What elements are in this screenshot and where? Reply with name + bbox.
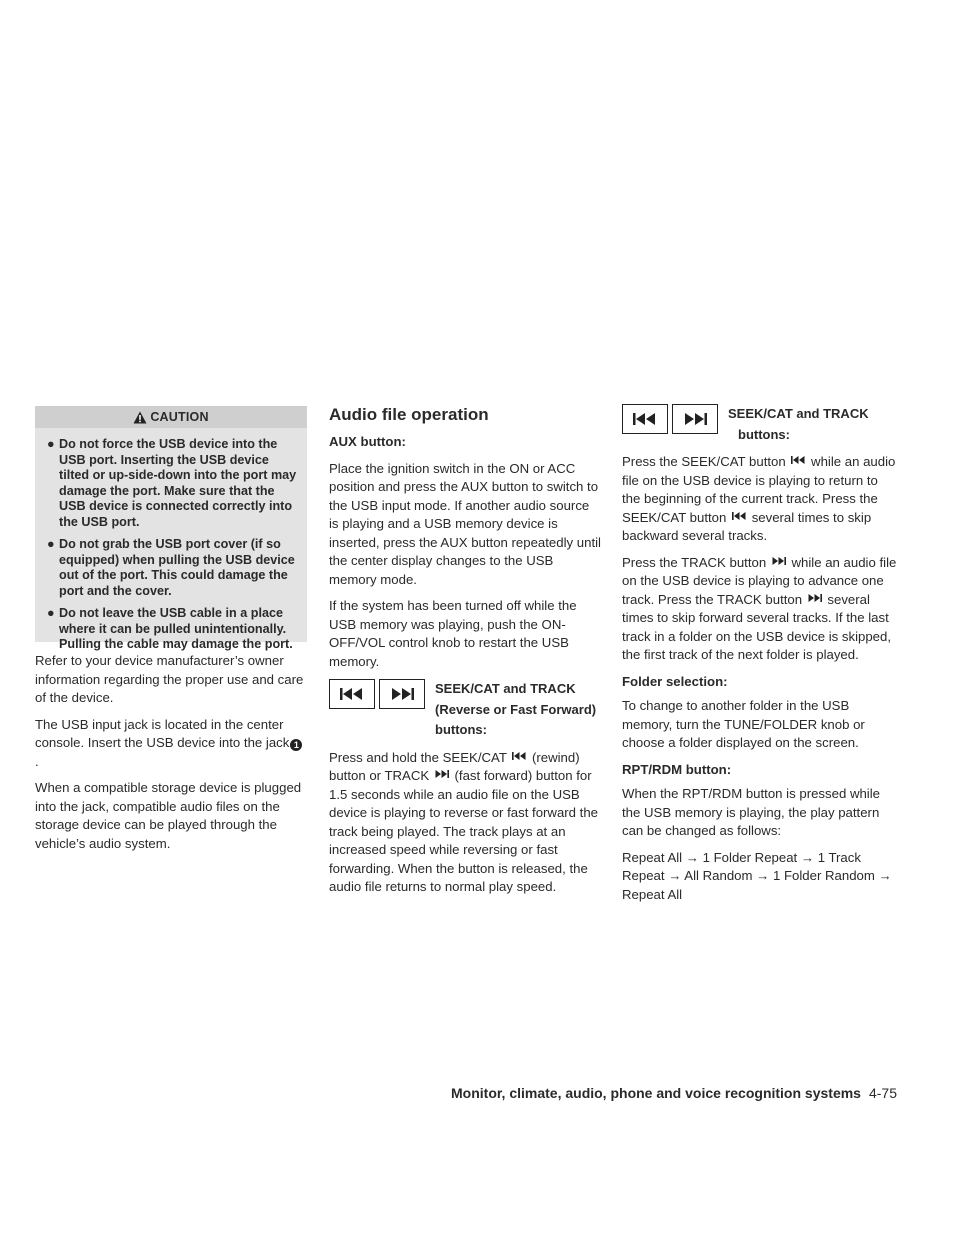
column-3: [622, 404, 897, 912]
paragraph: Press the SEEK/CAT button while an audio file on the USB device is playing to return to the beginning of the current track. Press the SEEK/CAT button several times to skip backward several tracks.: [622, 454, 896, 543]
track-forward-icon: [682, 413, 708, 425]
seek-back-icon: [732, 512, 746, 520]
caution-box: [35, 406, 307, 651]
caution-header: [35, 406, 307, 428]
paragraph: Place the ignition switch in the ON or ACC position and press the AUX button to switch to the USB input mode. If another audio source is playing and a USB memory device is inserted, press the AUX button repeatedly until the center display changes to the USB memory mode.: [329, 460, 601, 587]
paragraph: The USB input jack is located in the center console. Insert the USB device into the jack 1.: [35, 716, 307, 772]
seek-button-illustration: [622, 404, 668, 434]
paragraph: Press and hold the SEEK/CAT (rewind) button or TRACK (fast forward) button for 1.5 seconds while an audio file on the USB device is playing to reverse or fast forward the track being played. The track plays at an increased speed while reversing or fast forwarding. When the button is released, the audio file returns to normal play speed.: [329, 749, 599, 894]
button-illustration: [329, 679, 601, 741]
seek-back-icon: [339, 688, 365, 700]
column-1-text: [35, 652, 307, 861]
callout-marker: 1: [290, 739, 302, 751]
track-button-illustration: [672, 404, 718, 434]
track-forward-icon: [389, 688, 415, 700]
column-2: [329, 404, 601, 905]
seek-back-icon: [791, 456, 805, 464]
seek-back-icon: [512, 752, 526, 760]
chapter-title: Monitor, climate, audio, phone and voice recognition systems: [451, 1085, 861, 1101]
subheading: Folder selection:: [622, 673, 728, 689]
paragraph: When the RPT/RDM button is pressed while the USB memory is playing, the play pattern can be changed as follows:: [622, 786, 880, 838]
seek-button-illustration: [329, 679, 375, 709]
button-illustration: [622, 404, 897, 445]
section-title: Audio file operation: [329, 405, 489, 424]
caution-item: ● Do not force the USB device into the USB port. Inserting the USB device tilted or up-side-down into the port may damage the port. Make sure that the USB device is connected correctly into the USB port.: [47, 437, 297, 529]
paragraph: To change to another folder in the USB memory, turn the TUNE/FOLDER knob or choose a folder displayed on the screen.: [622, 698, 865, 750]
warning-triangle-icon: [133, 411, 147, 424]
page-footer: [451, 1083, 897, 1103]
button-label: SEEK/CAT and TRACK buttons:: [728, 406, 869, 442]
page-number: 4-75: [868, 1085, 897, 1101]
caution-item: ● Do not grab the USB port cover (if so equipped) when pulling the USB device out of the port. This could damage the port and the cover.: [47, 537, 295, 598]
caution-title: CAUTION: [150, 410, 209, 424]
repeat-sequence: Repeat All → 1 Folder Repeat → 1 Track Repeat → All Random → 1 Folder Random → Repeat All: [622, 849, 892, 902]
track-button-illustration: [379, 679, 425, 709]
paragraph: Refer to your device manufacturer’s owner information regarding the proper use and care of the device.: [35, 653, 304, 705]
subheading: RPT/RDM button:: [622, 761, 732, 777]
button-label: SEEK/CAT and TRACK (Reverse or Fast Forward) buttons:: [435, 681, 597, 737]
track-forward-icon: [435, 770, 449, 778]
subheading: AUX button:: [329, 434, 406, 449]
seek-back-icon: [632, 413, 658, 425]
track-forward-icon: [808, 594, 822, 602]
paragraph: When a compatible storage device is plugged into the jack, compatible audio files on the storage device can be played through the vehicle’s audio system.: [35, 780, 302, 851]
caution-list: [35, 428, 307, 653]
track-forward-icon: [772, 557, 786, 565]
paragraph: Press the TRACK button while an audio file on the USB device is playing to advance one track. Press the TRACK button several times to skip forward several tracks. If the last track in a folder on the USB device is skipped, the first track of the next folder is played.: [622, 554, 897, 662]
paragraph: If the system has been turned off while the USB memory was playing, push the ON-OFF/VOL control knob to restart the USB memory.: [329, 598, 577, 669]
caution-item: ● Do not leave the USB cable in a place where it can be pulled unintentionally. Pulling the cable may damage the port.: [47, 606, 293, 651]
